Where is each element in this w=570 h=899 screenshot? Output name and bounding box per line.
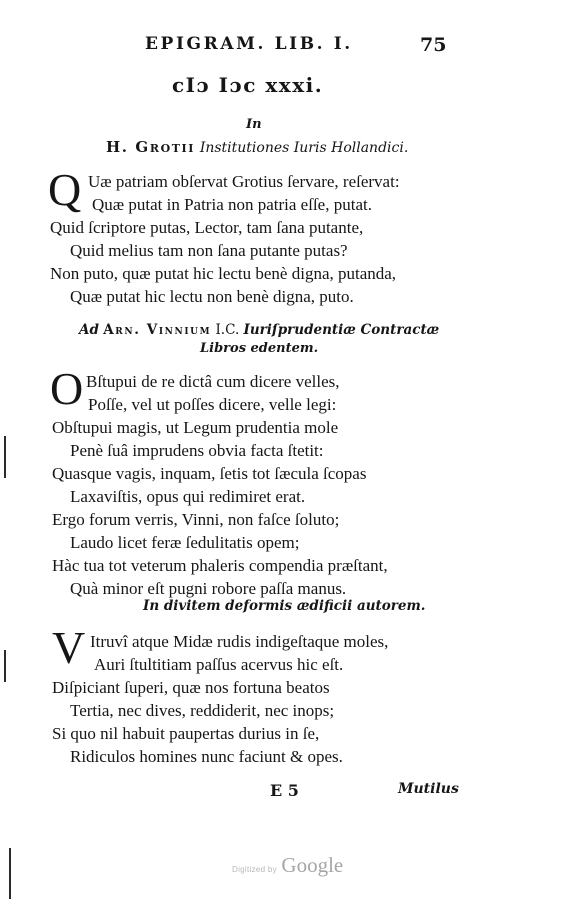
poem1-dedication-rest: Institutiones Iuris Hollandici.: [199, 140, 409, 156]
poem3-line-5: Si quo nil habuit paupertas durius in ſe,: [52, 724, 320, 743]
poem3-heading: In divitem deformis ædificii autorem.: [143, 598, 426, 614]
poem1-dedication: [106, 138, 408, 156]
poem2-line-4: Penè ſuâ imprudens obvia facta ſtetit:: [70, 441, 324, 460]
epigram-number: cIɔ Iɔc xxxi.: [172, 73, 324, 97]
poem2-heading-rest-2: Iuriſprudentiæ Contractæ: [243, 322, 440, 338]
poem1-line-4: Quid melius tam non ſana putante putas?: [70, 241, 348, 260]
poem2-line-2: Poſſe, vel ut poſſes dicere, velle legi:: [88, 395, 337, 414]
poem2-line-7: Ergo forum verris, Vinni, non faſce ſoluto;: [52, 510, 340, 529]
poem1-line-3: Quid ſcriptore putas, Lector, tam ſana putante,: [50, 218, 364, 237]
poem2-heading-rest-1: I.C.: [215, 322, 240, 338]
poem2-line-3: Obſtupui magis, ut Legum prudentia mole: [52, 418, 339, 437]
poem2-heading-name: Arn. Vinnium: [103, 322, 212, 338]
poem1-line-6: Quæ putat hic lectu non benè digna, puto.: [70, 287, 354, 306]
page-number: 75: [420, 34, 447, 56]
poem3-line-3: Diſpiciant ſuperi, quæ nos fortuna beatos: [52, 678, 330, 697]
scan-edge-mark: [4, 650, 6, 682]
poem2-line-9: Hàc tua tot veterum phaleris compendia præſtant,: [52, 556, 388, 575]
poem2-heading-ad: Ad: [79, 322, 99, 338]
scan-edge-mark: [4, 436, 6, 478]
poem2-line-6: Laxaviſtis, opus qui redimiret erat.: [70, 487, 306, 506]
digitized-watermark: [232, 853, 343, 878]
catchword: Mutilus: [398, 781, 459, 797]
poem3-drop-cap: V: [52, 622, 86, 673]
poem3-line-2: Auri ſtultitiam paſſus acervus hic eſt.: [94, 655, 344, 674]
poem3-line-6: Ridiculos homines nunc faciunt & opes.: [70, 747, 343, 766]
poem2-line-5: Quasque vagis, inquam, ſetis tot ſæcula ſcopas: [52, 464, 367, 483]
poem3-line-4: Tertia, nec dives, reddiderit, nec inops;: [70, 701, 335, 720]
poem3-line-1: Itruvî atque Midæ rudis indigeſtaque moles,: [90, 632, 389, 651]
poem2-heading-line2: Libros edentem.: [200, 341, 319, 356]
poem1-dedication-name: H. Grotii: [106, 138, 196, 156]
poem2-drop-cap: O: [50, 363, 84, 414]
scan-edge-mark: [9, 848, 11, 899]
poem2-heading: [79, 322, 439, 338]
poem1-dedication-in: In: [246, 117, 262, 132]
watermark-brand-text: Google: [281, 853, 344, 877]
poem1-line-1: Uæ patriam obſervat Grotius ſervare, reſervat:: [88, 172, 400, 191]
poem2-line-1: Bſtupui de re dictâ cum dicere velles,: [86, 372, 340, 391]
running-head: EPIGRAM. LIB. I.: [145, 34, 353, 54]
signature-mark: E 5: [270, 781, 299, 800]
poem1-line-2: Quæ putat in Patria non patria eſſe, putat.: [92, 195, 372, 214]
poem2-line-10: Quà minor eſt pugni robore paſſa manus.: [70, 579, 347, 598]
poem1-drop-cap: Q: [48, 164, 82, 215]
poem1-line-5: Non puto, quæ putat hic lectu benè digna, putanda,: [50, 264, 397, 283]
watermark-digitized-text: Digitized by: [232, 865, 277, 874]
poem2-line-8: Laudo licet feræ ſedulitatis opem;: [70, 533, 300, 552]
